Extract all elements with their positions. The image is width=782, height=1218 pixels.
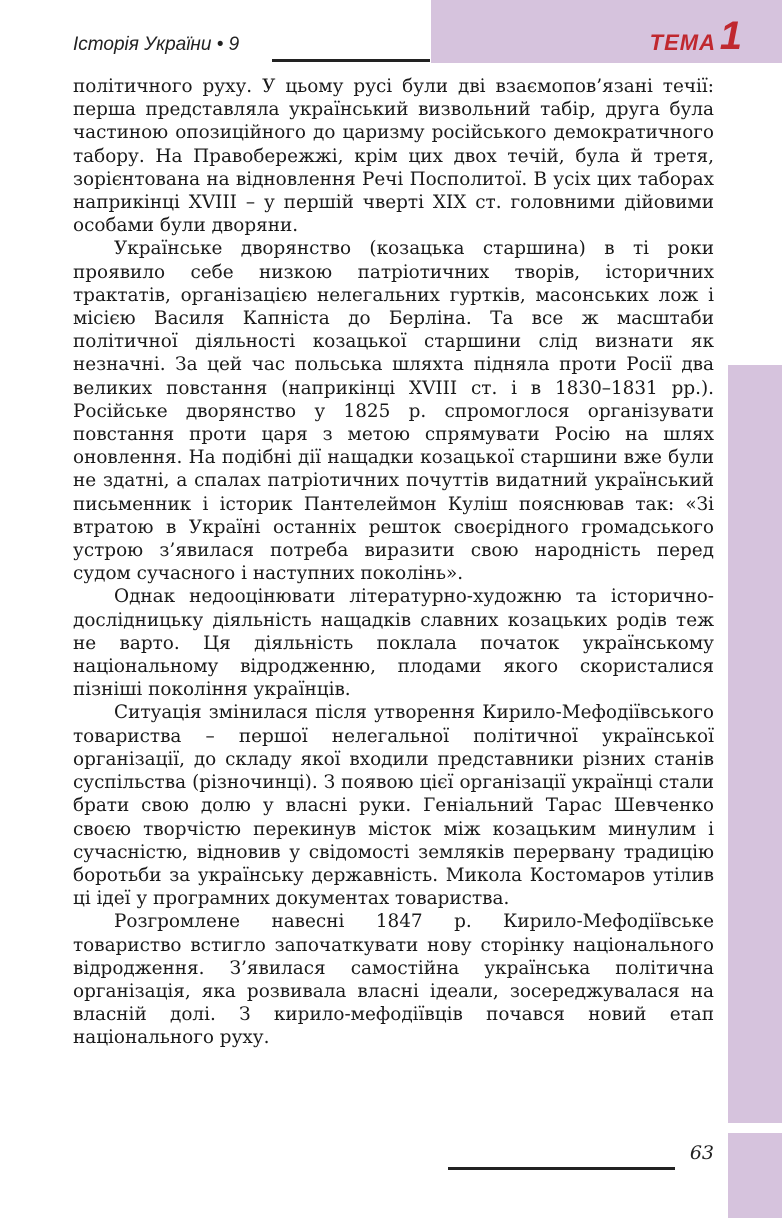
side-tab-middle (728, 365, 782, 1123)
footer-rule (448, 1167, 675, 1170)
paragraph-2: Українське дворянство (козацька старшина) в ті роки проявило себе низкою патріотичних творів, історичних трактатів, організацією нелегальних гуртків, масонських лож і місією Василя Капніста до Берліна. Та все ж масштаби політичної діяльності козацької старшини слід визнати як незначні. За цей час польська шляхта підняла проти Росії два великих повстання (наприкінці XVIII ст. і в 1830–1831 рр.). Російське дворянство у 1825 р. спромоглося організувати повстання проти царя з метою спрямувати Росію на шлях оновлення. На подібні дії нащадки козацької старшини вже були не здатні, а спалах патріотичних почуттів видатний український письменник і історик Пантелеймон Куліш пояснював так: «Зі втратою в Україні останніх решток своєрідного громадського устрою з’явилася потреба виразити свою народність перед судом сучасного і наступних поколінь». (73, 238, 714, 585)
paragraph-3: Однак недооцінювати літературно-художню та історично-дослідницьку діяльність нащадків славних козацьких родів теж не варто. Ця діяльність поклала початок українському національному відродженню, плодами якого скористалися пізніші покоління українців. (73, 586, 714, 701)
topic-label: ТЕМА (649, 30, 716, 55)
side-tab-lower (728, 1133, 782, 1218)
paragraph-1: політичного руху. У цьому русі були дві взаємопов’язані течії: перша представляла український визвольний табір, друга була частиною опозиційного до царизму російського демократичного табору. На Правобережжі, крім цих двох течій, була й третя, зорієнтована на відновлення Речі Посполитої. В усіх цих таборах наприкінці XVIII – у першій чверті XIX ст. головними дійовими особами були дворяни. (73, 76, 714, 237)
paragraph-4: Ситуація змінилася після утворення Кирило-Мефодіївського товариства – першої нелегальної політичної української організації, до складу якої входили представники різних станів суспільства (різночинці). З появою цієї організації українці стали брати свою долю у власні руки. Геніальний Тарас Шевченко своєю творчістю перекинув місток між козацьким минулим і сучасністю, відновив у свідомості земляків перервану традицію боротьби за українську державність. Микола Костомаров утілив ці ідеї у програмних документах товариства. (73, 702, 714, 910)
paragraph-5: Розгромлене навесні 1847 р. Кирило-Мефодіївське товариство встигло започаткувати нову сторінку національного відродження. З’явилася самостійна українська політична організація, яка розвивала власні ідеали, зосереджувалася на власній долі. З кирило-мефодіївців почався новий етап національного руху. (73, 911, 714, 1049)
book-title: Історія України • 9 (73, 34, 240, 55)
topic-number: 1 (719, 14, 742, 58)
page-number: 63 (689, 1142, 714, 1164)
page-body (73, 75, 714, 1050)
header-rule (272, 59, 430, 62)
